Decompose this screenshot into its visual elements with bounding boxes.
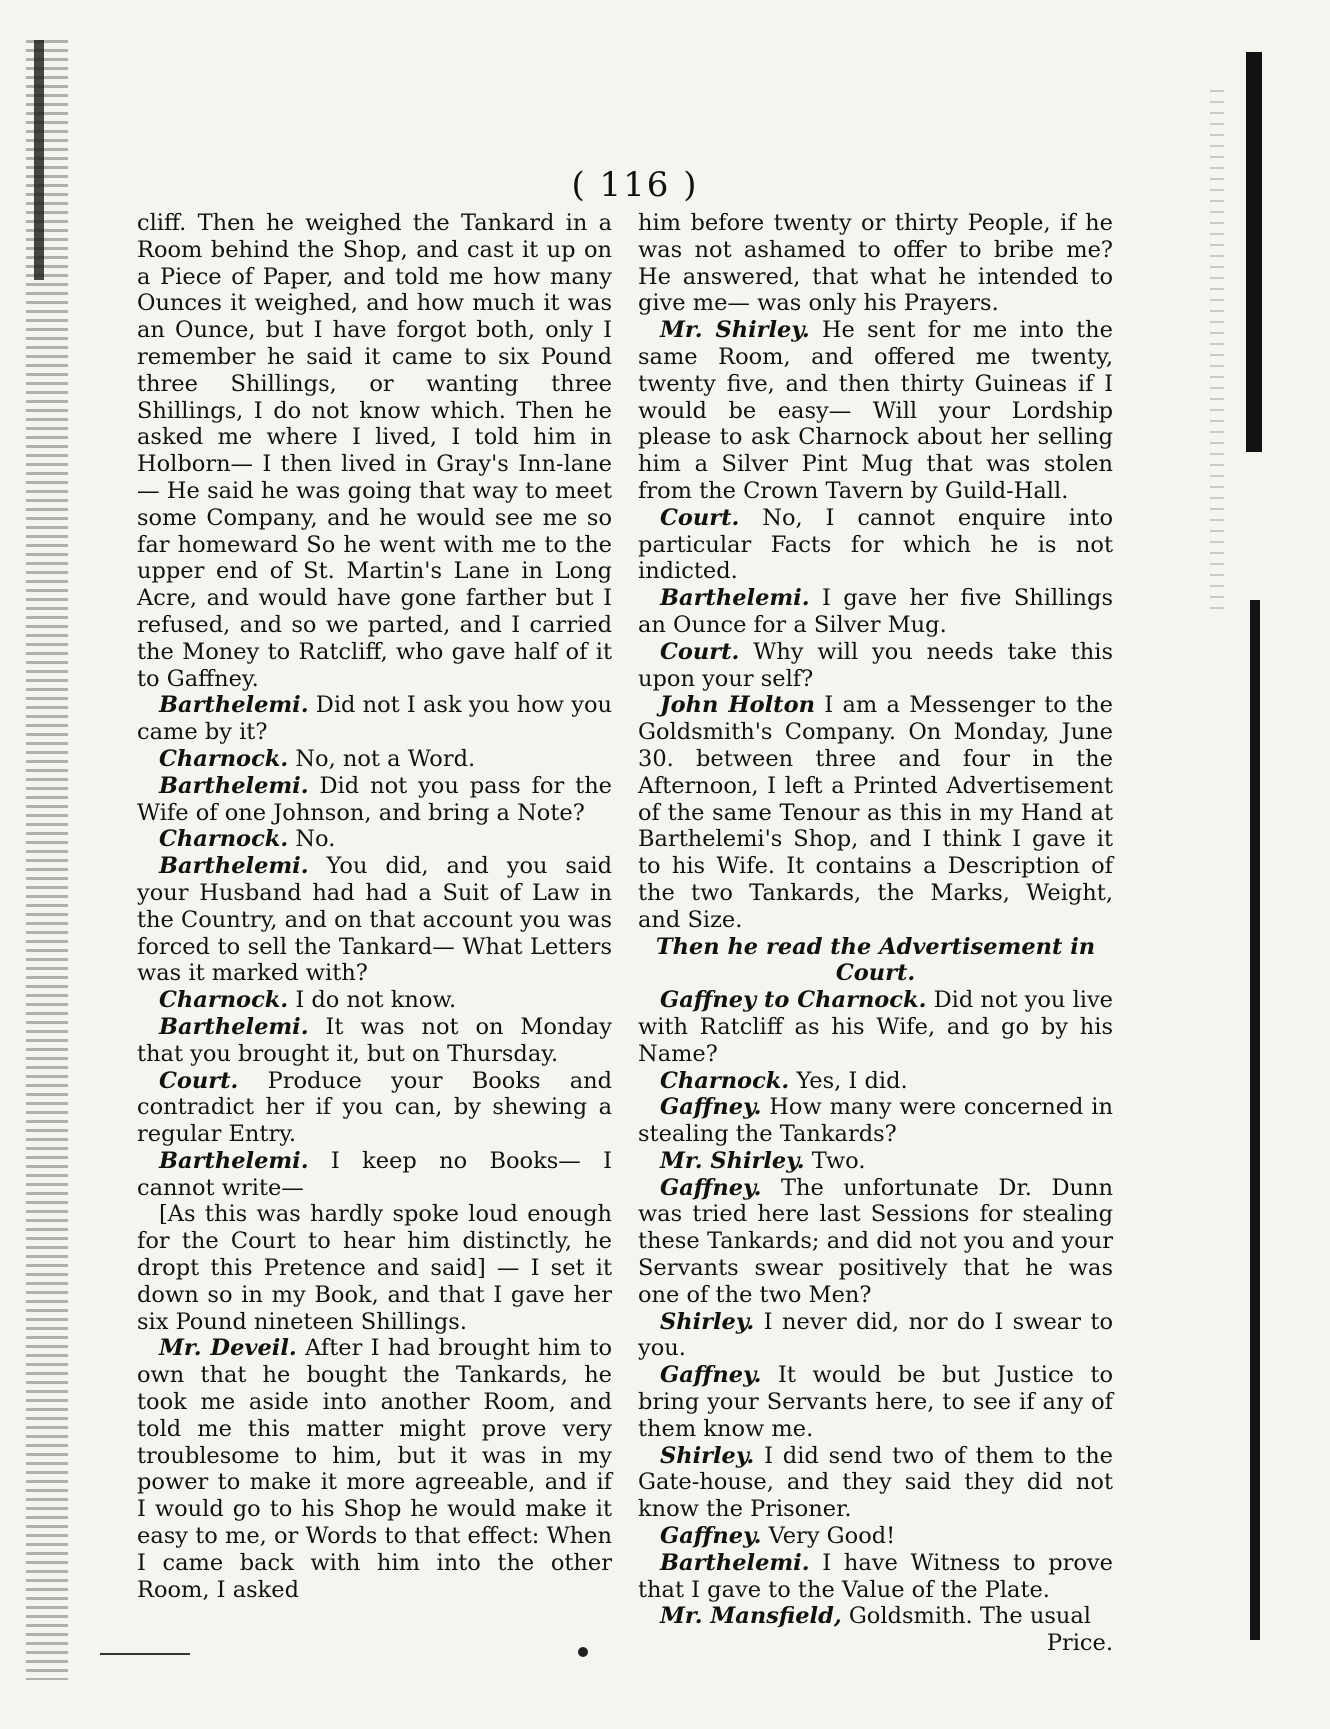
speaker-name: Barthelemi. <box>159 772 309 799</box>
paragraph <box>137 773 612 827</box>
speaker-name: Gaffney. <box>660 1174 762 1201</box>
paragraph <box>137 1014 612 1068</box>
speaker-name: Mr. Shirley. <box>660 1147 805 1174</box>
speaker-name: Court. <box>660 504 740 531</box>
paragraph <box>638 1550 1113 1604</box>
speaker-name: Charnock. <box>159 987 289 1014</box>
speaker-name: John Holton <box>660 692 815 719</box>
paragraph-text: Yes, I did. <box>796 1067 908 1094</box>
paragraph-text: Did not you pass for the Wife of one Johnson, and bring a Note? <box>137 772 612 826</box>
paragraph <box>137 692 612 746</box>
scan-edge-left <box>26 40 68 1680</box>
paragraph-text: Price. <box>1046 1630 1113 1657</box>
paragraph <box>137 826 612 853</box>
speaker-name: Barthelemi. <box>159 692 309 719</box>
paragraph-text: No, I cannot enquire into particular Facts for which he is not indicted. <box>638 504 1113 585</box>
left-column <box>137 210 612 1603</box>
speaker-name: Mr. Shirley. <box>660 317 810 344</box>
paragraph <box>638 639 1113 693</box>
paragraph-text: You did, and you said your Husband had had a Suit of Law in the Country, and on that account you was forced to sell the Tankard— What Letters was it marked with? <box>137 853 612 987</box>
speaker-name: Barthelemi. <box>660 585 810 612</box>
paragraph <box>638 934 1113 988</box>
paragraph-text: I did send two of them to the Gate-house, and they said they did not know the Prisoner. <box>638 1442 1113 1523</box>
paragraph <box>638 1175 1113 1309</box>
paragraph-text: [As this was hardly spoke loud enough for the Court to hear him distinctly, he dropt this Pretence and said] — I set it down so in my Book, and that I gave her six Pound nineteen Shillings. <box>137 1201 612 1335</box>
speaker-name: Barthelemi. <box>159 1147 309 1174</box>
paragraph-text: No. <box>295 826 336 853</box>
paragraph-text: Very Good! <box>768 1523 896 1550</box>
page-number: ( 116 ) <box>571 165 699 205</box>
paragraph <box>137 987 612 1014</box>
paragraph <box>638 585 1113 639</box>
paragraph-text: I have Witness to prove that I gave to the Value of the Plate. <box>638 1549 1113 1603</box>
paragraph <box>638 987 1113 1067</box>
speaker-name: Shirley. <box>660 1442 755 1469</box>
speaker-name: Shirley. <box>660 1308 755 1335</box>
scan-edge-left-bar <box>34 40 44 280</box>
paragraph-text: He sent for me into the same Room, and offered me twenty, twenty five, and then thirty Guineas if I would be easy— Will your Lordship please to ask Charnock about her selling him a Silver Pint Mug that was stolen from the Crown Tavern by Guild-Hall. <box>638 317 1113 504</box>
speaker-name: Court. <box>660 638 740 665</box>
speaker-name: Charnock. <box>159 826 289 853</box>
paragraph <box>137 853 612 987</box>
speaker-name: Gaffney. <box>660 1362 762 1389</box>
paragraph-text: How many were concerned in stealing the Tankards? <box>638 1094 1113 1148</box>
paragraph-text: Produce your Books and contradict her if you can, by shewing a regular Entry. <box>137 1067 613 1148</box>
paragraph <box>638 1309 1113 1363</box>
paragraph-text: No, not a Word. <box>295 745 476 772</box>
paragraph-text: Did not you live with Ratcliff as his Wife, and go by his Name? <box>638 987 1113 1067</box>
paragraph <box>137 1068 612 1148</box>
footer-ornament <box>578 1647 588 1657</box>
paragraph <box>137 210 612 692</box>
paragraph <box>638 1094 1113 1148</box>
paragraph <box>137 746 612 773</box>
paragraph <box>638 1362 1113 1442</box>
paragraph-text: I gave her five Shillings an Ounce for a Silver Mug. <box>638 585 1113 638</box>
paragraph-text: It was not on Monday that you brought it, but on Thursday. <box>137 1013 613 1067</box>
paragraph <box>638 1443 1113 1523</box>
paragraph-text: Then he read the Advertisement in Court. <box>655 933 1096 987</box>
paragraph <box>638 505 1113 585</box>
footer-dash <box>100 1653 190 1655</box>
speaker-name: Barthelemi. <box>660 1549 810 1576</box>
paragraph-text: I never did, nor do I swear to you. <box>638 1308 1113 1362</box>
speaker-name: Gaffney. <box>660 1094 762 1121</box>
scan-edge-right-bar <box>1246 52 1262 452</box>
speaker-name: Barthelemi. <box>159 853 309 880</box>
paragraph <box>638 692 1113 933</box>
paragraph-text: I do not know. <box>295 987 457 1014</box>
paragraph-text: It would be but Justice to bring your Servants here, to see if any of them know me. <box>638 1362 1114 1442</box>
speaker-name: Court. <box>159 1067 239 1094</box>
paragraph <box>638 317 1113 505</box>
speaker-name: Mr. Deveil. <box>159 1335 297 1362</box>
paragraph <box>137 1201 612 1335</box>
paragraph <box>638 210 1113 317</box>
paragraph-text: After I had brought him to own that he bought the Tankards, he took me aside into another Room, and told me this matter might prove very troublesome to him, but it was in my power to make it more agreeable, and if I would go to his Shop he would make it easy to me, or Words to that effect: When I came back with him into the other Room, I asked <box>137 1335 612 1603</box>
speaker-name: Gaffney to Charnock. <box>660 987 927 1014</box>
scan-edge-right-bar-lower <box>1250 600 1260 1640</box>
paragraph-text: cliff. Then he weighed the Tankard in a Room behind the Shop, and cast it up on a Piece of Paper, and told me how many Ounces it weighed, and how much it was an Ounce, but I have forgot both, only I remember he said it came to six Pound three Shillings, or wanting three Shillings, I do not know which. Then he asked me where I lived, I told him in Holborn— I then lived in Gray's Inn-lane— He said he was going that way to meet some Company, and he would see me so far homeward So he went with me to the upper end of St. Martin's Lane in Long Acre, and would have gone farther but I refused, and so we parted, and I carried the Money to Ratcliff, who gave half of it to Gaffney. <box>137 210 612 692</box>
scan-edge-right-speck <box>1210 90 1224 610</box>
paragraph-text: I am a Messenger to the Goldsmith's Company. On Monday, June 30. between three and four in the Afternoon, I left a Printed Advertisement of the same Tenour as this in my Hand at Barthelemi's Shop, and I think I gave it to his Wife. It contains a Description of the two Tankards, the Marks, Weight, and Size. <box>638 692 1113 933</box>
paragraph <box>638 1523 1113 1550</box>
paragraph <box>638 1603 1113 1630</box>
speaker-name: Gaffney. <box>660 1523 762 1550</box>
speaker-name: Barthelemi. <box>159 1013 309 1040</box>
speaker-name: Charnock. <box>159 745 289 772</box>
footer-marks <box>100 1645 1200 1665</box>
paragraph-text: The unfortunate Dr. Dunn was tried here last Sessions for stealing these Tankards; and did not you and your Servants swear positively that he was one of the two Men? <box>638 1174 1113 1308</box>
paragraph-text: I keep no Books— I cannot write— <box>137 1147 612 1201</box>
paragraph-text: him before twenty or thirty People, if he was not ashamed to offer to bribe me? He answered, that what he intended to give me— was only his Prayers. <box>638 210 1113 317</box>
paragraph-text: Why will you needs take this upon your self? <box>638 638 1113 692</box>
paragraph <box>137 1335 612 1603</box>
right-column <box>638 210 1113 1657</box>
paragraph <box>638 1068 1113 1095</box>
paragraph <box>638 1148 1113 1175</box>
speaker-name: Mr. Mansfield, <box>660 1603 842 1630</box>
paragraph-text: Goldsmith. The usual <box>848 1603 1091 1630</box>
paragraph-text: Two. <box>811 1147 866 1174</box>
speaker-name: Charnock. <box>660 1067 790 1094</box>
paragraph-text: Did not I ask you how you came by it? <box>137 692 613 746</box>
paragraph <box>137 1148 612 1202</box>
